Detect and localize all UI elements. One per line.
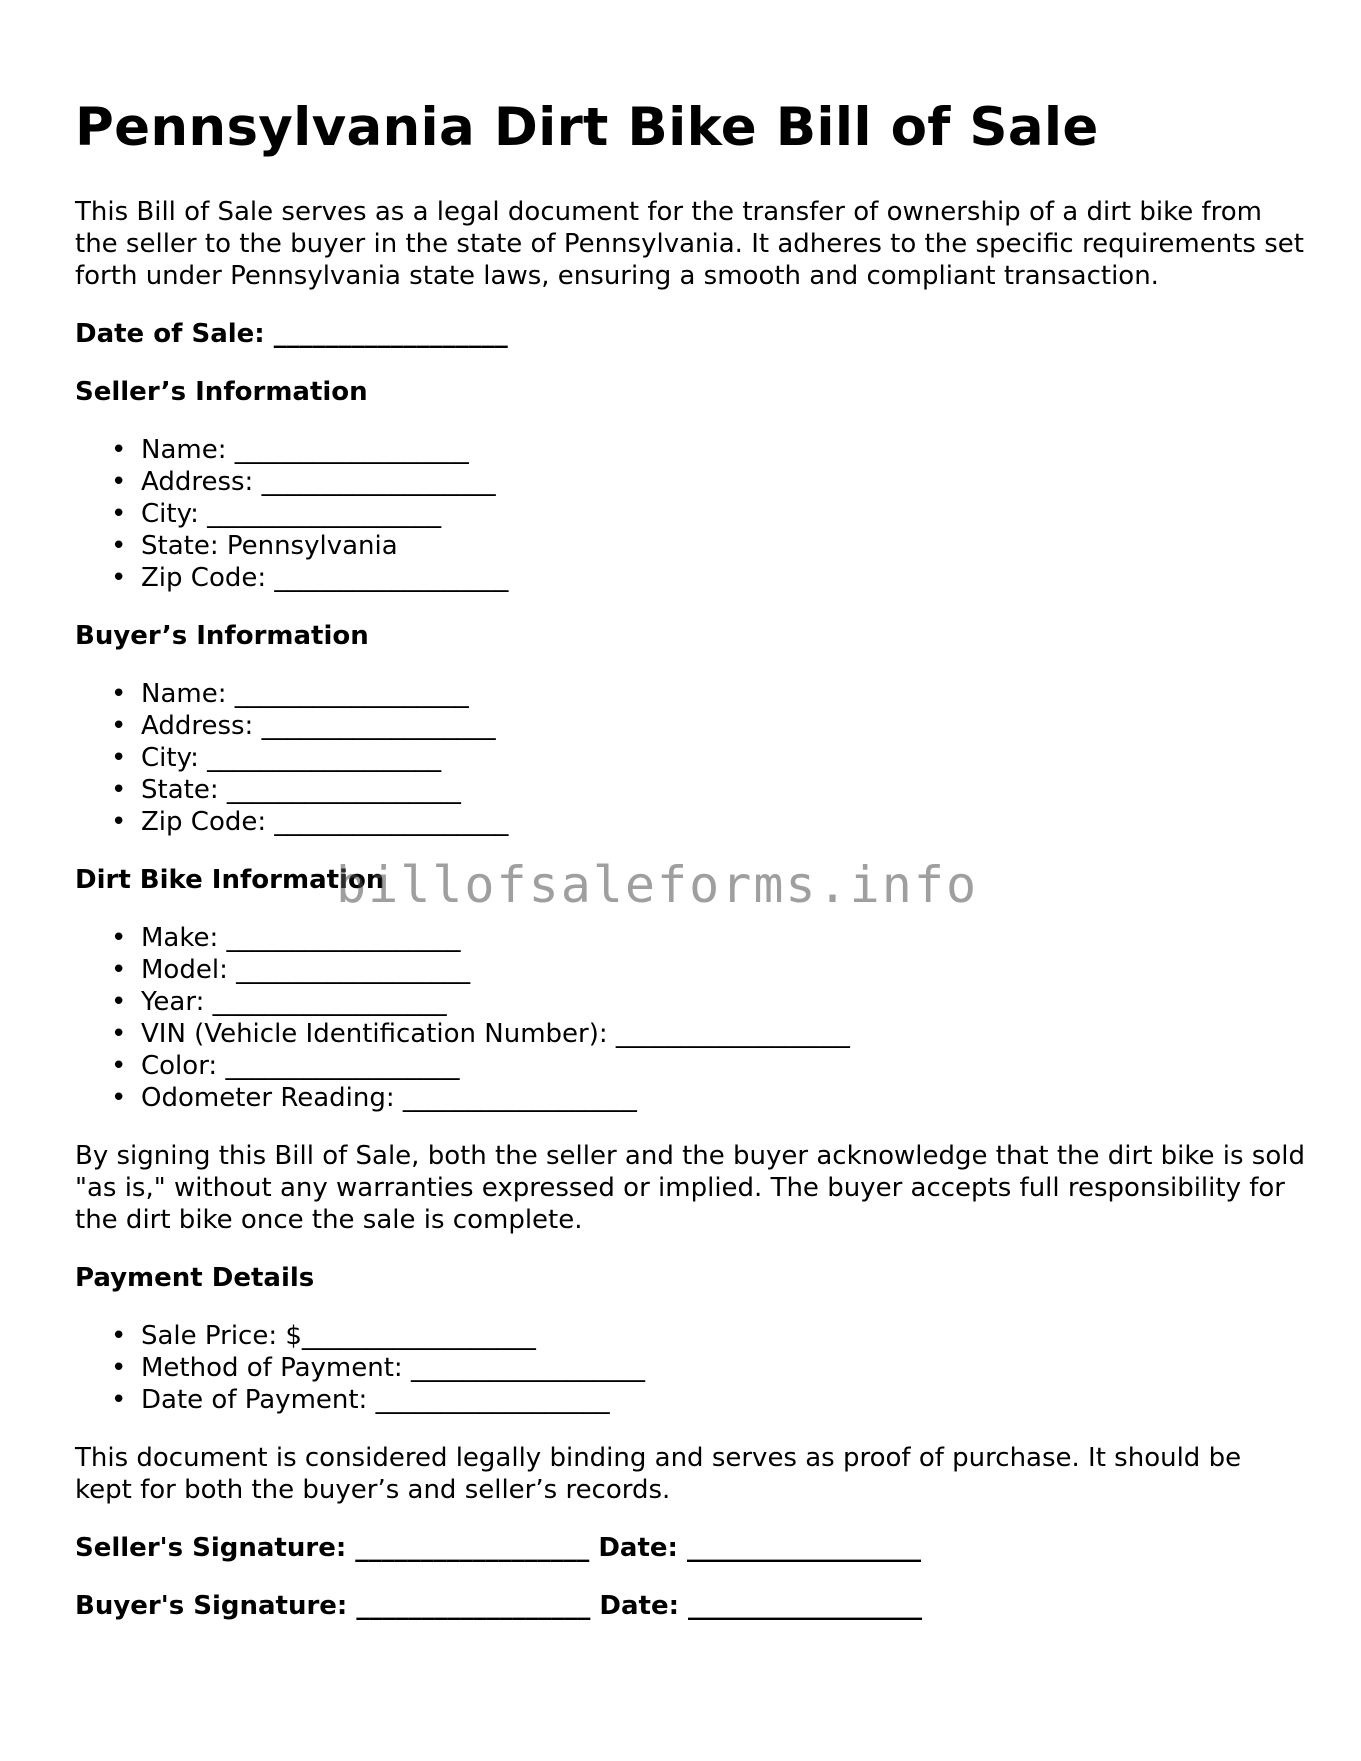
bullet-icon: • (111, 1321, 127, 1351)
list-item (111, 742, 1305, 774)
buyer-info-list (75, 678, 1305, 838)
bike-vin-field: VIN (Vehicle Identification Number): __________________ (141, 1019, 850, 1049)
list-item (111, 530, 1305, 562)
list-item (111, 434, 1305, 466)
seller-info-list (75, 434, 1305, 594)
list-item (111, 1320, 1305, 1352)
bullet-icon: • (111, 531, 127, 561)
list-item (111, 498, 1305, 530)
bullet-icon: • (111, 1051, 127, 1081)
bullet-icon: • (111, 1353, 127, 1383)
binding-paragraph: This document is considered legally binding and serves as proof of purchase. It should be kept for both the buyer’s and seller’s records. (75, 1443, 1242, 1505)
list-item (111, 806, 1305, 838)
buyer-city-field: City: __________________ (141, 743, 442, 773)
bullet-icon: • (111, 775, 127, 805)
list-item (111, 954, 1305, 986)
list-item (111, 922, 1305, 954)
buyer-address-field: Address: __________________ (141, 711, 496, 741)
seller-state-field: State: Pennsylvania (141, 531, 398, 561)
list-item (111, 1050, 1305, 1082)
list-item (111, 562, 1305, 594)
bullet-icon: • (111, 955, 127, 985)
date-of-sale-field: Date of Sale: __________________ (75, 319, 508, 349)
buyer-info-heading: Buyer’s Information (75, 621, 369, 651)
seller-zip-field: Zip Code: __________________ (141, 563, 509, 593)
seller-address-field: Address: __________________ (141, 467, 496, 497)
list-item (111, 774, 1305, 806)
bullet-icon: • (111, 923, 127, 953)
bullet-icon: • (111, 435, 127, 465)
list-item (111, 1082, 1305, 1114)
list-item (111, 1352, 1305, 1384)
seller-name-field: Name: __________________ (141, 435, 469, 465)
payment-date-field: Date of Payment: __________________ (141, 1385, 610, 1415)
list-item (111, 986, 1305, 1018)
list-item (111, 466, 1305, 498)
payment-details-heading: Payment Details (75, 1263, 315, 1293)
bullet-icon: • (111, 467, 127, 497)
seller-info-heading: Seller’s Information (75, 377, 368, 407)
bullet-icon: • (111, 807, 127, 837)
bike-year-field: Year: __________________ (141, 987, 447, 1017)
buyer-signature-line: Buyer's Signature: __________________ Date: __________________ (75, 1591, 923, 1621)
bullet-icon: • (111, 679, 127, 709)
bike-info-list (75, 922, 1305, 1114)
bullet-icon: • (111, 1083, 127, 1113)
seller-city-field: City: __________________ (141, 499, 442, 529)
document-page (75, 0, 1305, 1622)
bullet-icon: • (111, 743, 127, 773)
payment-method-field: Method of Payment: __________________ (141, 1353, 645, 1383)
sale-price-field: Sale Price: $__________________ (141, 1321, 536, 1351)
list-item (111, 710, 1305, 742)
bullet-icon: • (111, 563, 127, 593)
bullet-icon: • (111, 987, 127, 1017)
bullet-icon: • (111, 499, 127, 529)
bullet-icon: • (111, 711, 127, 741)
bike-model-field: Model: __________________ (141, 955, 471, 985)
intro-paragraph: This Bill of Sale serves as a legal document for the transfer of ownership of a dirt bike from the seller to the buyer in the state of Pennsylvania. It adheres to the specific requirements set forth under Pennsylvania state laws, ensuring a smooth and compliant transaction. (75, 197, 1304, 291)
bike-make-field: Make: __________________ (141, 923, 461, 953)
buyer-name-field: Name: __________________ (141, 679, 469, 709)
list-item (111, 678, 1305, 710)
as-is-paragraph: By signing this Bill of Sale, both the seller and the buyer acknowledge that the dirt bike is sold "as is," without any warranties expressed or implied. The buyer accepts full responsibility for the dirt bike once the sale is complete. (75, 1141, 1305, 1235)
list-item (111, 1384, 1305, 1416)
document-title: Pennsylvania Dirt Bike Bill of Sale (75, 97, 1099, 158)
list-item (111, 1018, 1305, 1050)
bike-color-field: Color: __________________ (141, 1051, 460, 1081)
bullet-icon: • (111, 1019, 127, 1049)
bullet-icon: • (111, 1385, 127, 1415)
payment-details-list (75, 1320, 1305, 1416)
buyer-zip-field: Zip Code: __________________ (141, 807, 509, 837)
bike-info-heading: Dirt Bike Information (75, 865, 385, 895)
seller-signature-line: Seller's Signature: __________________ Date: __________________ (75, 1533, 921, 1563)
watermark-text: billofsaleforms.info (336, 856, 979, 914)
bike-odometer-field: Odometer Reading: __________________ (141, 1083, 637, 1113)
buyer-state-field: State: __________________ (141, 775, 461, 805)
